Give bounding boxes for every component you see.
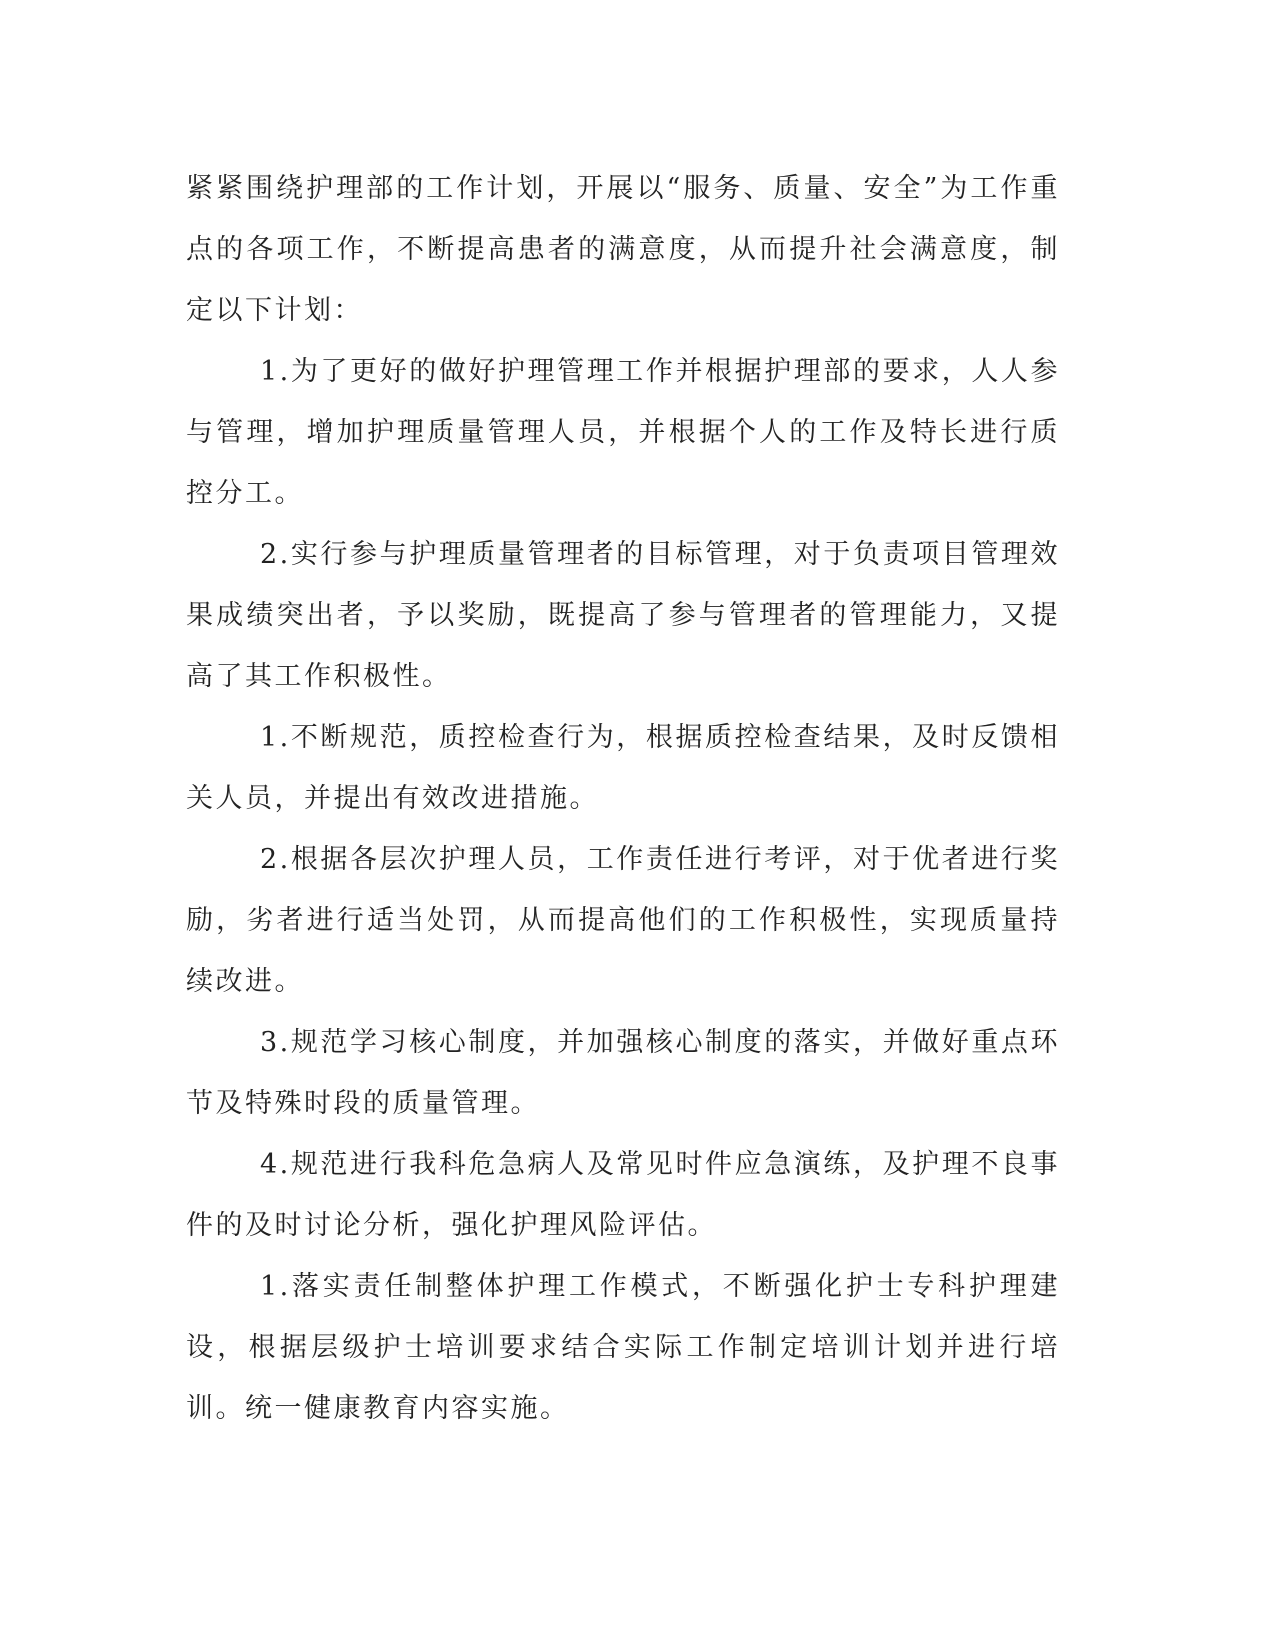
paragraph-item: 3.规范学习核心制度，并加强核心制度的落实，并做好重点环节及特殊时段的质量管理。 <box>186 1027 1060 1119</box>
paragraph-item: 1.不断规范，质控检查行为，根据质控检查结果，及时反馈相关人员，并提出有效改进措施。 <box>186 722 1060 814</box>
paragraph-item: 2.根据各层次护理人员，工作责任进行考评，对于优者进行奖励，劣者进行适当处罚，从而提高他们的工作积极性，实现质量持续改进。 <box>186 844 1060 997</box>
paragraph-item: 2.实行参与护理质量管理者的目标管理，对于负责项目管理效果成绩突出者，予以奖励，既提高了参与管理者的管理能力，又提高了其工作积极性。 <box>186 539 1060 692</box>
paragraph-intro: 紧紧围绕护理部的工作计划，开展以“服务、质量、安全”为工作重点的各项工作，不断提高患者的满意度，从而提升社会满意度，制定以下计划： <box>186 173 1060 326</box>
paragraph-item: 1.为了更好的做好护理管理工作并根据护理部的要求，人人参与管理，增加护理质量管理人员，并根据个人的工作及特长进行质控分工。 <box>186 356 1060 509</box>
paragraph-item: 4.规范进行我科危急病人及常见时件应急演练，及护理不良事件的及时讨论分析，强化护理风险评估。 <box>186 1149 1060 1241</box>
paragraph-item: 1.落实责任制整体护理工作模式，不断强化护士专科护理建设，根据层级护士培训要求结合实际工作制定培训计划并进行培训。统一健康教育内容实施。 <box>186 1271 1060 1424</box>
document-body <box>186 158 1060 1439</box>
